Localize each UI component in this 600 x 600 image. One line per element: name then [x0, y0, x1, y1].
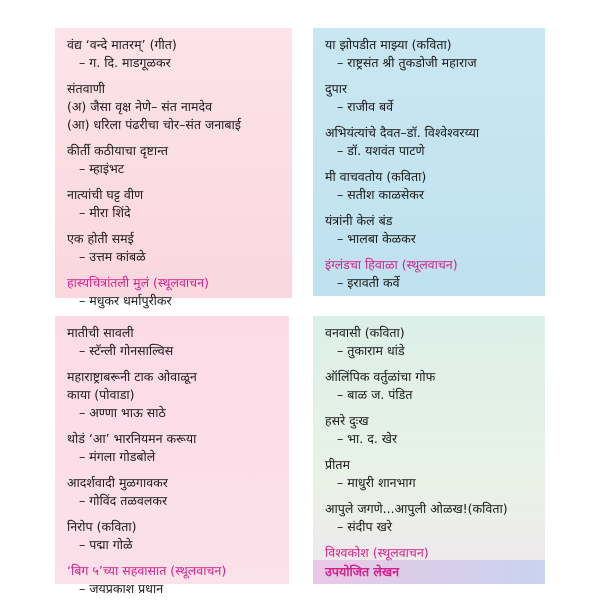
contents-entry: [325, 456, 545, 492]
entry-title: ‘बिग ५’च्या सहवासात (स्थूलवाचन): [67, 563, 227, 578]
entry-author: – तुकाराम धांडे: [337, 343, 405, 358]
footer-label: उपयोजित लेखन: [325, 564, 400, 579]
entry-title: आपुले जगणे...आपुली ओळख!(कविता): [325, 501, 508, 516]
entry-author: – भा. द. खेर: [337, 431, 398, 446]
entry-author: – इरावती कर्वे: [337, 275, 400, 290]
entry-title-continued: काया (पोवाडा): [67, 387, 135, 402]
entry-title: मी वाचवतोय (कविता): [325, 169, 427, 184]
entry-title: प्रीतम: [325, 457, 350, 472]
contents-entry: [325, 368, 545, 404]
contents-panel-top-right: [313, 28, 545, 296]
entry-title: महाराष्ट्राबरूनी टाक ओवाळून: [67, 369, 197, 384]
entry-title: वंद्य ‘वन्दे मातरम्’ (गीत): [67, 37, 177, 52]
entry-author: – सतीश काळसेकर: [337, 187, 425, 202]
entry-title: या झोपडीत माझ्या (कविता): [325, 37, 452, 52]
contents-entry: [325, 500, 545, 536]
contents-entry-highlight: [67, 562, 289, 598]
contents-entry: [67, 368, 289, 422]
entry-title: हसरे दुःख: [325, 413, 369, 428]
contents-entry: [67, 230, 292, 266]
entry-title: मातीची सावली: [67, 325, 134, 340]
contents-entry-highlight: [325, 256, 545, 292]
entry-title: कीर्ती कठीयाचा दृष्टान्त: [67, 143, 169, 158]
entry-subline: (आ) धरिला पंढरीचा चोर–संत जनाबाई: [67, 117, 241, 132]
entry-author: – मधुकर धर्मापुरीकर: [79, 293, 172, 308]
contents-panel-bottom-left: [55, 316, 289, 596]
contents-entry: [325, 168, 545, 204]
contents-panel-top-left: [55, 28, 292, 308]
contents-entry: [67, 430, 289, 466]
entry-author: – पद्मा गोळे: [79, 537, 133, 552]
entry-title: दुपार: [325, 81, 348, 96]
entry-title: अभियंत्यांचे दैवत–डॉ. विश्वेश्वरय्या: [325, 125, 480, 140]
contents-entry: [67, 36, 292, 72]
entry-author: – गोविंद तळवलकर: [79, 493, 168, 508]
contents-entry: [325, 212, 545, 248]
entry-title: हास्यचित्रांतली मुलं (स्थूलवाचन): [67, 275, 209, 290]
entry-title: इंग्लंडचा हिवाळा (स्थूलवाचन): [325, 257, 458, 272]
entry-author: – भालबा केळकर: [337, 231, 416, 246]
entry-title: निरोप (कविता): [67, 519, 137, 534]
entry-title: एक होती समई: [67, 231, 134, 246]
contents-entry: [325, 80, 545, 116]
entry-author: – माधुरी शानभाग: [337, 475, 416, 490]
entry-author: – स्टॅन्ली गोनसाल्विस: [79, 343, 174, 358]
entry-author: – मीरा शिंदे: [79, 205, 131, 220]
entry-subline: (अ) जैसा वृक्ष नेणे– संत नामदेव: [67, 99, 213, 114]
entry-title: वनवासी (कविता): [325, 325, 405, 340]
entry-author: – संदीप खरे: [337, 519, 392, 534]
contents-entry: [67, 474, 289, 510]
contents-entry: [67, 324, 289, 360]
entry-title: आदर्शवादी मुळगावकर: [67, 475, 168, 490]
entry-title: ऑलिंपिक वर्तुळांचा गोफ: [325, 369, 436, 384]
entry-author: – राजीव बर्वे: [337, 99, 394, 114]
contents-entry: [325, 124, 545, 160]
entry-title: थोडं ‘आ’ भारनियमन करूया: [67, 431, 197, 446]
entry-author: – राष्ट्रसंत श्री तुकडोजी महाराज: [337, 55, 477, 70]
contents-entry: [325, 324, 545, 360]
contents-entry: [325, 36, 545, 72]
entry-author: – ग. दि. माडगूळकर: [79, 55, 171, 70]
entry-title: नात्यांची घट्ट वीण: [67, 187, 144, 202]
entry-author: – मंगला गोडबोले: [79, 449, 156, 464]
entry-author: – अण्णा भाऊ साठे: [79, 405, 166, 420]
contents-panel-bottom-right: [313, 316, 545, 584]
contents-entry: [67, 518, 289, 554]
entry-title: यंत्रांनी केलं बंड: [325, 213, 393, 228]
contents-entry-highlight: [67, 274, 292, 310]
entry-title: संतवाणी: [67, 81, 106, 96]
contents-entry-highlight: [325, 544, 545, 562]
entry-author: – उत्तम कांबळे: [79, 249, 146, 264]
entry-author: – म्हाइंभट: [79, 161, 125, 176]
entry-title: विश्वकोश (स्थूलवाचन): [325, 545, 429, 560]
entry-author: – डॉ. यशवंत पाटणे: [337, 143, 425, 158]
entry-author: – जयप्रकाश प्रधान: [79, 581, 164, 596]
entry-author: – बाळ ज. पंडित: [337, 387, 413, 402]
contents-entry: [67, 80, 292, 134]
contents-entry: [67, 142, 292, 178]
contents-entry: [67, 186, 292, 222]
contents-entry: [325, 412, 545, 448]
